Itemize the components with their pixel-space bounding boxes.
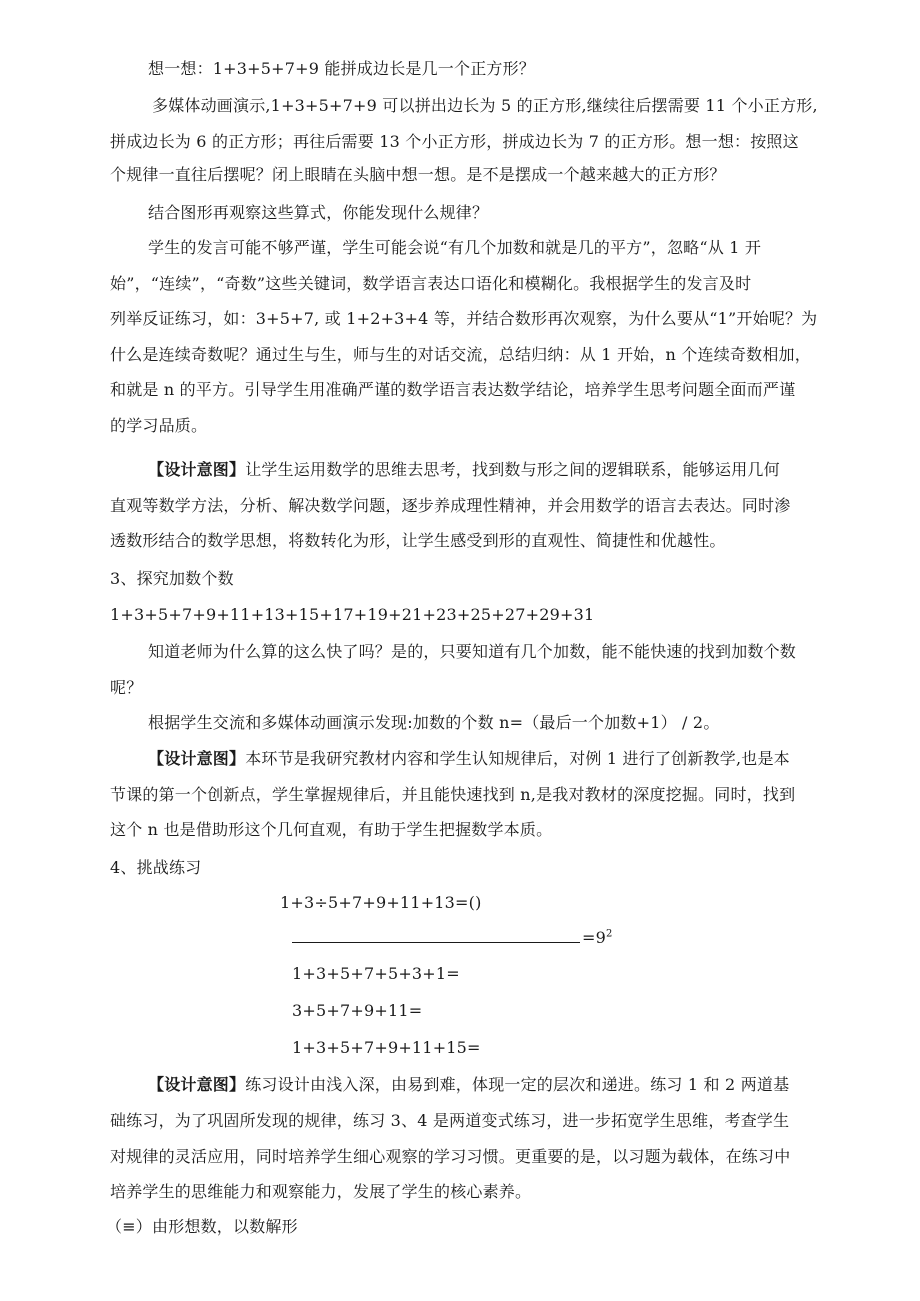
design-intent-label: 【设计意图】 — [148, 749, 246, 768]
paragraph-think: 想一想：1+3+5+7+9 能拼成边长是几一个正方形？ — [148, 59, 536, 78]
paragraph-teacher-line: 呢？ — [110, 678, 143, 697]
section-4-title: 4、挑战练习 — [110, 858, 202, 877]
exercise-5: 1+3+5+7+9+11+15= — [292, 1038, 481, 1057]
design-intent-3-line — [148, 1073, 848, 1097]
design-intent-1-line — [148, 458, 848, 482]
design-intent-3-line: 对规律的灵活应用，同时培养学生细心观察的学习习惯。更重要的是，以习题为载体，在练习中 — [110, 1147, 791, 1166]
paragraph-students-line: 始”，“连续”，“奇数”这些关键词，数学语言表达口语化和模糊化。我根据学生的发言及时 — [110, 274, 752, 293]
paragraph-students-line: 的学习品质。 — [110, 416, 208, 435]
paragraph-students-line: 什么是连续奇数呢？通过生与生，师与生的对话交流，总结归纳：从 1 开始，n 个连续奇数相加， — [110, 345, 811, 364]
paragraph-media-line: 拼成边长为 6 的正方形；再往后需要 13 个小正方形，拼成边长为 7 的正方形。想一想：按照这 — [110, 132, 799, 151]
paragraph-observe: 结合图形再观察这些算式，你能发现什么规律？ — [148, 203, 489, 222]
design-intent-3-line: 培养学生的思维能力和观察能力，发展了学生的核心素养。 — [110, 1182, 532, 1201]
design-intent-label: 【设计意图】 — [148, 460, 246, 479]
design-intent-1-line: 直观等数学方法，分析、解决数学问题，逐步养成理性精神，并会用数学的语言去表达。同时渗 — [110, 496, 791, 515]
exercise-2 — [292, 926, 920, 950]
design-intent-2-line: 节课的第一个创新点，学生掌握规律后，并且能快速找到 n,是我对教材的深度挖掘。同时，找到 — [110, 785, 796, 804]
design-intent-2-line — [148, 747, 848, 771]
design-intent-label: 【设计意图】 — [148, 1075, 246, 1094]
paragraph-count: 根据学生交流和多媒体动画演示发现:加数的个数 n=（最后一个加数+1） / 2。 — [148, 713, 720, 732]
paragraph-students-line: 和就是 n 的平方。引导学生用准确严谨的数学语言表达数学结论，培养学生思考问题全面而严谨 — [110, 380, 796, 399]
paragraph-students-line: 学生的发言可能不够严谨，学生可能会说“有几个加数和就是几的平方”，忽略“从 1 开 — [148, 238, 762, 257]
answer-blank — [292, 928, 580, 943]
paragraph-media-line: 多媒体动画演示,1+3+5+7+9 可以拼出边长为 5 的正方形,继续往后摆需要 11 个小正方形, — [152, 96, 818, 115]
paragraph-media-line: 个规律一直往后摆呢？闭上眼睛在头脑中想一想。是不是摆成一个越来越大的正方形？ — [110, 165, 726, 184]
exercise-3: 1+3+5+7+5+3+1= — [292, 964, 460, 983]
exercise-4: 3+5+7+9+11= — [292, 1001, 423, 1020]
exercise-2-text: =9 — [582, 928, 606, 947]
exercise-2-exponent: 2 — [606, 928, 613, 940]
section-three-title: （≡）由形想数，以数解形 — [106, 1217, 298, 1236]
design-intent-1-line: 透数形结合的数学思想，将数转化为形，让学生感受到形的直观性、简捷性和优越性。 — [110, 531, 726, 550]
design-intent-text: 本环节是我研究教材内容和学生认知规律后，对例 1 进行了创新教学,也是本 — [245, 749, 790, 768]
exercise-1: 1+3÷5+7+9+11+13=() — [280, 893, 482, 912]
design-intent-3-line: 础练习，为了巩固所发现的规律，练习 3、4 是两道变式练习，进一步拓宽学生思维，考查学生 — [110, 1111, 790, 1130]
design-intent-text: 练习设计由浅入深，由易到难，体现一定的层次和递进。练习 1 和 2 两道基 — [245, 1075, 790, 1094]
design-intent-text: 让学生运用数学的思维去思考，找到数与形之间的逻辑联系，能够运用几何 — [245, 460, 780, 479]
section-3-formula: 1+3+5+7+9+11+13+15+17+19+21+23+25+27+29+31 — [110, 605, 595, 624]
design-intent-2-line: 这个 n 也是借助形这个几何直观，有助于学生把握数学本质。 — [110, 820, 553, 839]
paragraph-students-line: 列举反证练习，如：3+5+7, 或 1+2+3+4 等，并结合数形再次观察，为什么要从“1”开始呢？为 — [110, 309, 818, 328]
paragraph-teacher-line: 知道老师为什么算的这么快了吗？是的，只要知道有几个加数，能不能快速的找到加数个数 — [148, 642, 797, 661]
section-3-title: 3、探究加数个数 — [110, 569, 234, 588]
